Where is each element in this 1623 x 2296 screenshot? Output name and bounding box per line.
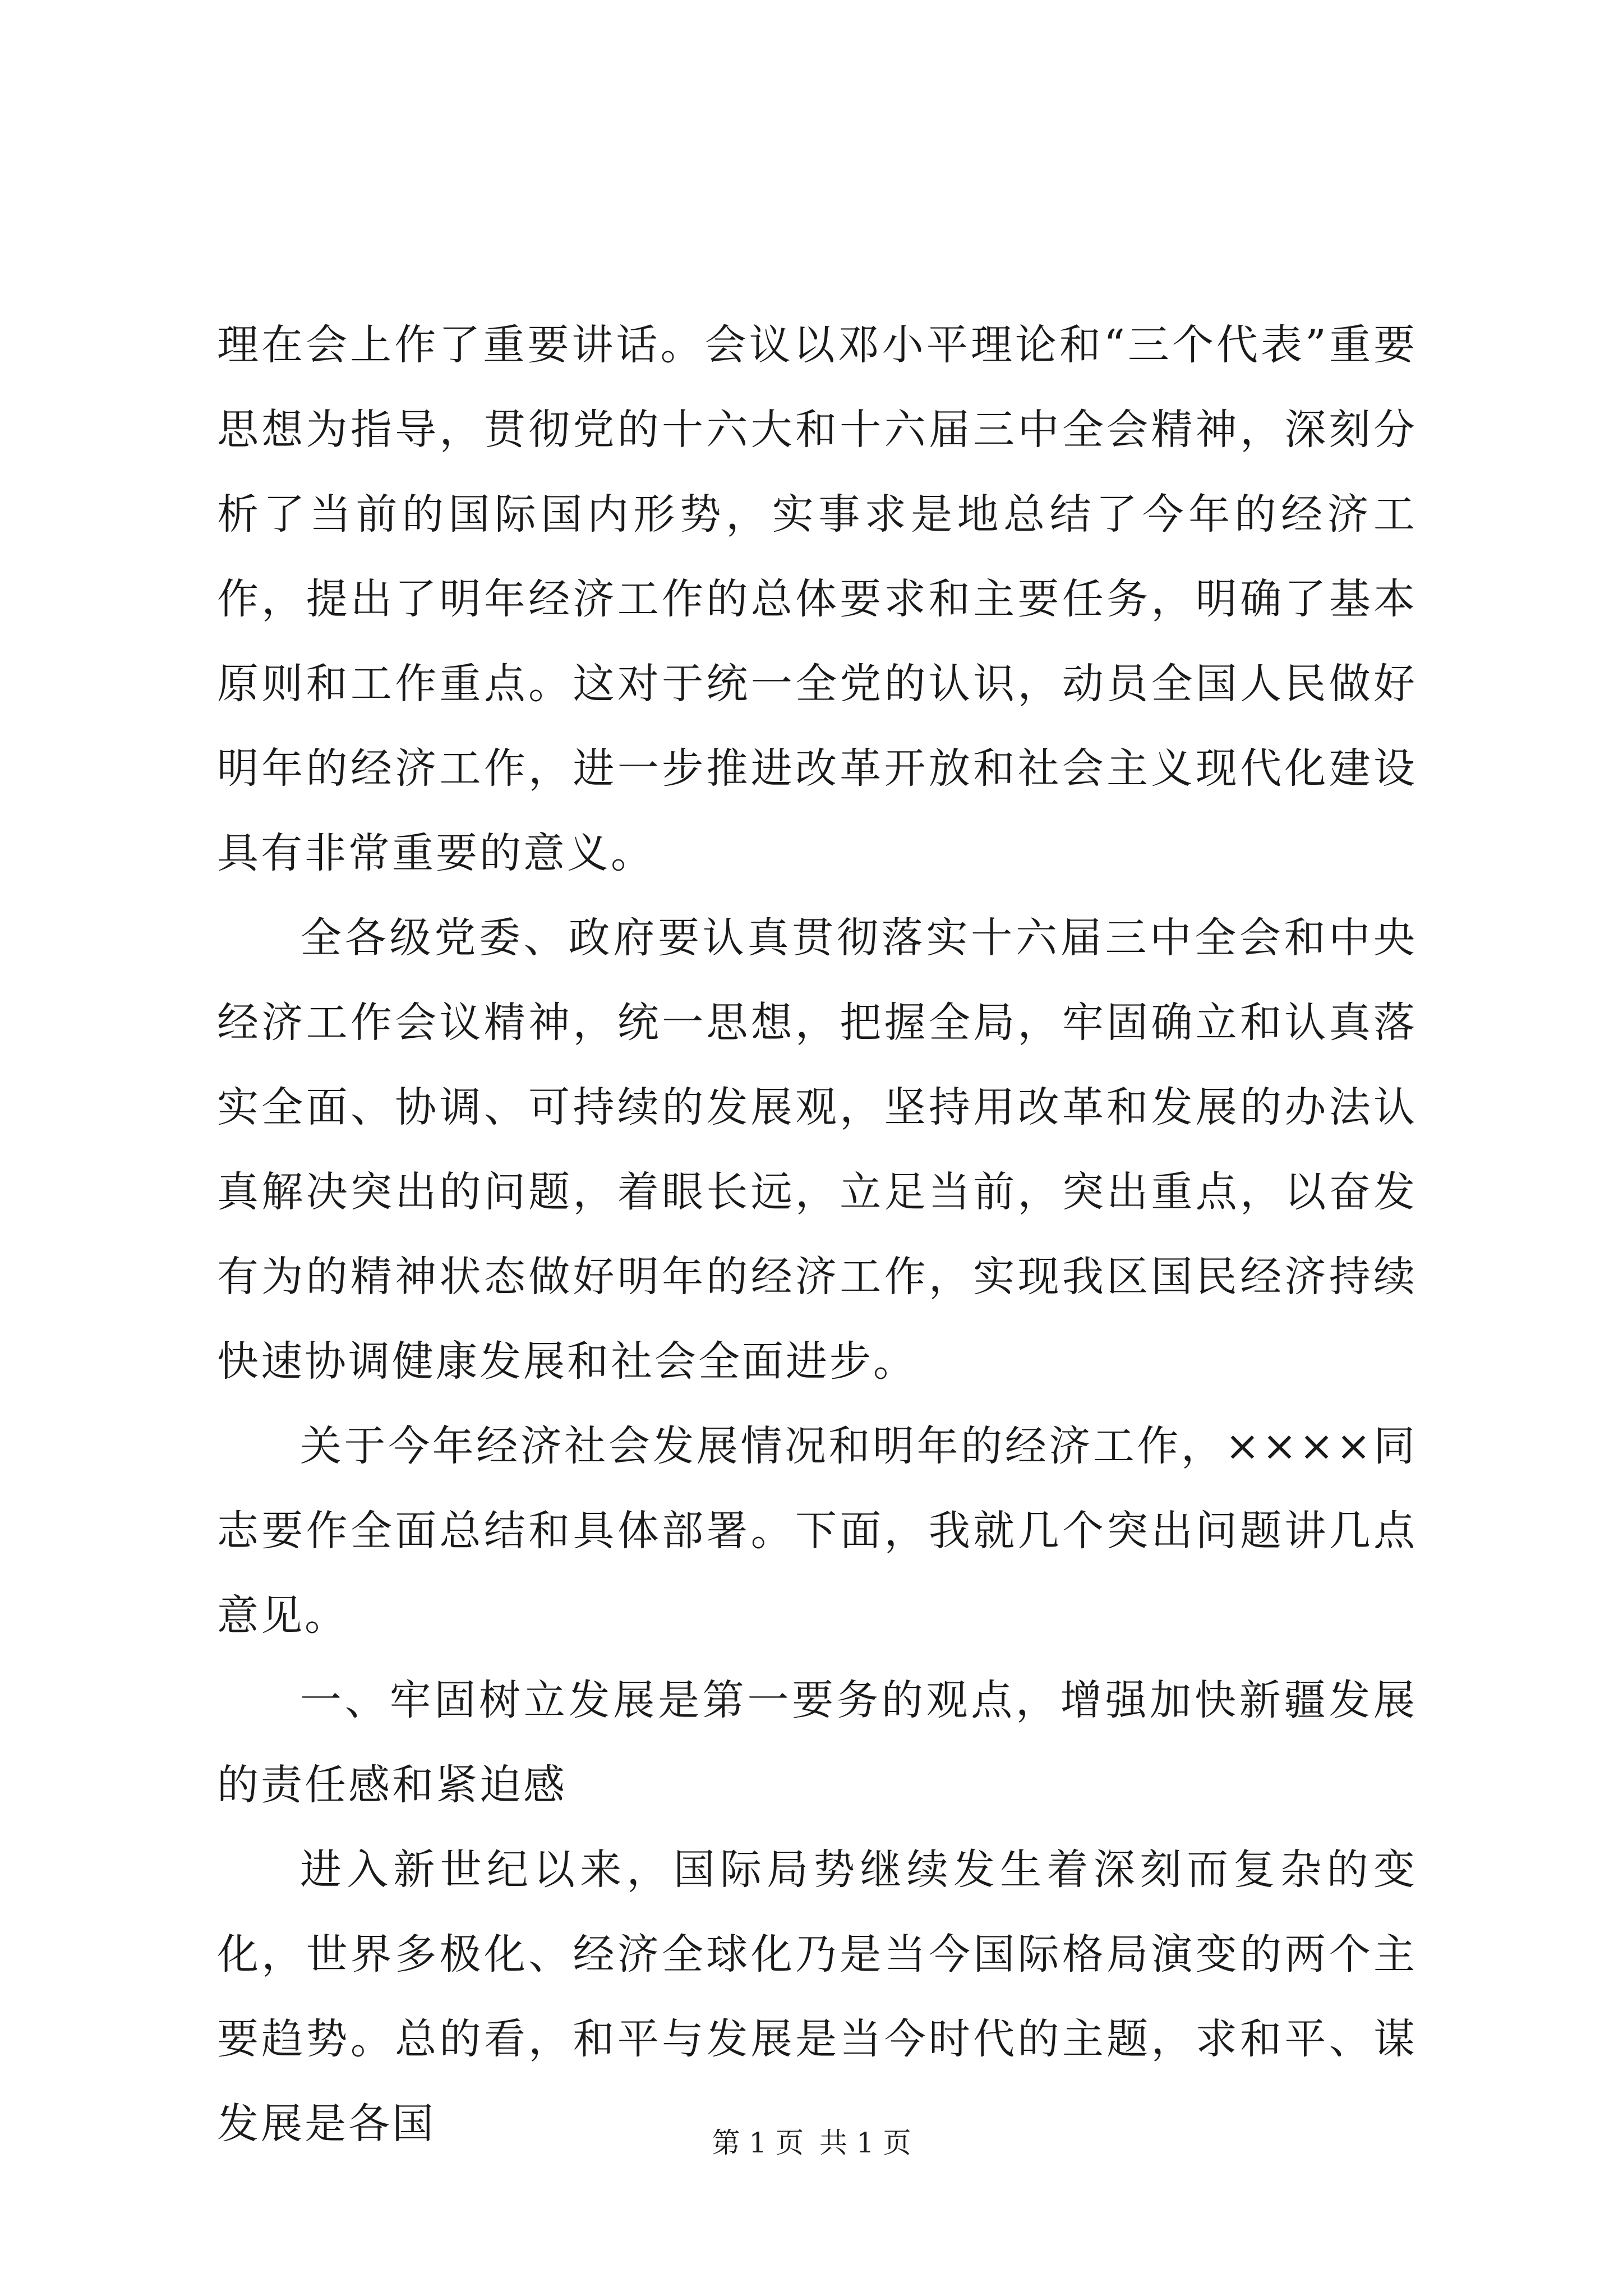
paragraph-2: 全各级党委、政府要认真贯彻落实十六届三中全会和中央经济工作会议精神，统一思想，把握全局，牢固确立和认真落实全面、协调、可持续的发展观，坚持用改革和发展的办法认真解决突出的问题，着眼长远，立足当前，突出重点，以奋发有为的精神状态做好明年的经济工作，实现我区国民经济持续快速协调健康发展和社会全面进步。 (217, 914, 1417, 1386)
page-footer (0, 2126, 1623, 2160)
page-total: 共 1 页 (819, 2127, 911, 2159)
page-number: 第 1 页 (712, 2127, 804, 2159)
paragraph-3: 关于今年经济社会发展情况和明年的经济工作，××××同志要作全面总结和具体部署。下面，我就几个突出问题讲几点意见。 (217, 1422, 1417, 1640)
paragraph-4: 进入新世纪以来，国际局势继续发生着深刻而复杂的变化，世界多极化、经济全球化乃是当今国际格局演变的两个主要趋势。总的看，和平与发展是当今时代的主题，求和平、谋发展是各国 (217, 1846, 1417, 2148)
section-heading-1: 一、牢固树立发展是第一要务的观点，增强加快新疆发展的责任感和紧迫感 (217, 1676, 1417, 1809)
paragraph-1: 理在会上作了重要讲话。会议以邓小平理论和“三个代表”重要思想为指导，贯彻党的十六大和十六届三中全会精神，深刻分析了当前的国际国内形势，实事求是地总结了今年的经济工作，提出了明年经济工作的总体要求和主要任务，明确了基本原则和工作重点。这对于统一全党的认识，动员全国人民做好明年的经济工作，进一步推进改革开放和社会主义现代化建设具有非常重要的意义。 (217, 321, 1417, 877)
document-body (217, 303, 1417, 2166)
